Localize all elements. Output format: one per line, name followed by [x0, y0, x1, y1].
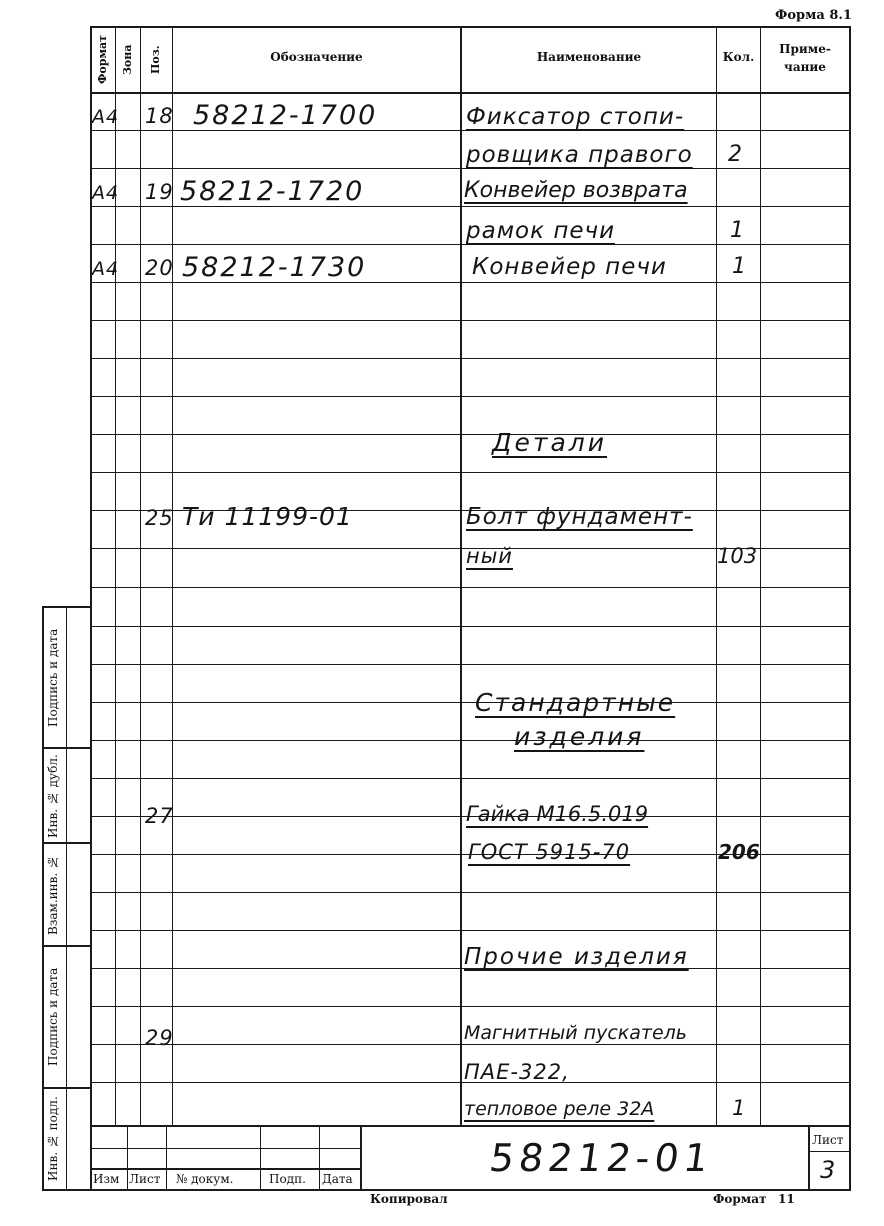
- frame-bottom: [42, 1189, 851, 1191]
- form-label: Форма 8.1: [775, 8, 852, 23]
- stamp-inv-podl: Инв. № подл.: [46, 1096, 60, 1182]
- row-line: [90, 930, 850, 931]
- stamp-podp-data-1: Подпись и дата: [46, 628, 60, 728]
- section-standard-2: изделия: [514, 722, 645, 751]
- row-line: [90, 434, 850, 435]
- row5-format: А4: [92, 258, 120, 280]
- side-stamp-div-4: [42, 1087, 91, 1089]
- row-line: [90, 587, 850, 588]
- row25-designation: Ти 11199-01: [182, 502, 353, 531]
- row-line: [90, 396, 850, 397]
- title-col-3: [260, 1125, 261, 1189]
- row-line: [90, 1044, 850, 1045]
- side-stamp-top: [42, 606, 91, 608]
- side-stamp-div-2: [42, 842, 91, 844]
- row-line: [90, 244, 850, 245]
- header-name: Наименование: [536, 50, 642, 64]
- row25-pos: 25: [145, 506, 174, 530]
- header-pos: Поз.: [149, 45, 162, 74]
- row1-designation: 58212-1700: [193, 100, 378, 131]
- row-line: [90, 358, 850, 359]
- sheet-number: 3: [820, 1156, 837, 1184]
- row-line: [90, 778, 850, 779]
- tb-sheet-label: Лист: [812, 1133, 844, 1147]
- side-stamp-inner: [66, 606, 67, 1190]
- title-sheet-divider: [808, 1151, 850, 1152]
- col-divider-qty: [760, 26, 761, 1126]
- section-details: Детали: [492, 428, 608, 457]
- row-line: [90, 320, 850, 321]
- row26-qty: 103: [717, 544, 758, 568]
- row27-pos: 27: [145, 804, 174, 828]
- document-number: 58212-01: [486, 1136, 717, 1180]
- row31-qty: 1: [732, 1096, 747, 1120]
- row31-name: тепловое реле 32А: [464, 1098, 655, 1120]
- frame-top: [90, 26, 850, 28]
- row-line: [90, 664, 850, 665]
- frame-right: [849, 26, 851, 1190]
- row5-qty: 1: [732, 254, 747, 279]
- side-stamp-div-1: [42, 747, 91, 749]
- title-col-5: [360, 1125, 362, 1189]
- tb-doc-no: № докум.: [176, 1172, 234, 1186]
- title-col-1: [127, 1125, 128, 1189]
- row4-qty: 1: [730, 218, 745, 243]
- row1-name: Фиксатор стопи-: [466, 104, 685, 130]
- row29-name: Магнитный пускатель: [464, 1022, 687, 1044]
- stamp-vzam-inv: Взам.инв. №: [46, 854, 60, 936]
- row1-pos: 18: [145, 104, 174, 128]
- col-divider-designation: [460, 26, 462, 1126]
- row-line: [90, 1006, 850, 1007]
- header-note-1: Приме-: [779, 42, 831, 56]
- row5-name: Конвейер печи: [472, 254, 667, 280]
- title-col-2: [166, 1125, 167, 1189]
- footer-copied: Копировал: [370, 1192, 448, 1206]
- row28-name: ГОСТ 5915-70: [468, 840, 631, 864]
- title-block-top: [90, 1125, 850, 1127]
- row-line: [90, 740, 850, 741]
- side-stamp-left: [42, 606, 44, 1190]
- header-note-2: чание: [784, 60, 826, 74]
- side-stamp-div-3: [42, 945, 91, 947]
- row4-name: рамок печи: [466, 218, 616, 244]
- row-line: [90, 472, 850, 473]
- col-divider-name: [716, 26, 717, 1126]
- row30-name: ПАЕ-322,: [464, 1060, 570, 1084]
- row26-name: ный: [466, 544, 513, 568]
- footer-format-label: Формат: [713, 1192, 767, 1206]
- row5-designation: 58212-1730: [182, 252, 367, 283]
- stamp-inv-dubl: Инв. № дубл.: [46, 754, 60, 838]
- tb-podp: Подп.: [269, 1172, 306, 1186]
- row2-qty: 2: [728, 142, 743, 167]
- row3-format: А4: [92, 182, 120, 204]
- row25-name: Болт фундамент-: [466, 504, 693, 530]
- row28-qty: 206: [718, 840, 760, 864]
- header-designation: Обозначение: [270, 50, 363, 64]
- row-line: [90, 626, 850, 627]
- row3-name: Конвейер возврата: [464, 178, 688, 203]
- section-other: Прочие изделия: [464, 944, 689, 970]
- row3-designation: 58212-1720: [180, 176, 365, 207]
- row5-pos: 20: [145, 256, 174, 280]
- row2-name: ровщика правого: [466, 142, 693, 168]
- row29-pos: 29: [145, 1026, 174, 1050]
- row-line: [90, 702, 850, 703]
- row3-pos: 19: [145, 180, 174, 204]
- row-line: [90, 892, 850, 893]
- row1-format: А4: [92, 106, 120, 128]
- header-qty: Кол.: [722, 50, 755, 64]
- header-format: Формат: [96, 35, 109, 84]
- title-col-4: [319, 1125, 320, 1189]
- footer-format-value: 11: [778, 1192, 795, 1206]
- tb-izm: Изм: [93, 1172, 120, 1186]
- title-col-6: [808, 1125, 810, 1189]
- tb-list: Лист: [129, 1172, 161, 1186]
- header-zone: Зона: [121, 44, 134, 75]
- row27-name: Гайка М16.5.019: [466, 802, 649, 826]
- section-standard-1: Стандартные: [475, 688, 676, 717]
- header-bottom: [90, 92, 850, 94]
- stamp-podp-data-2: Подпись и дата: [46, 967, 60, 1067]
- tb-data: Дата: [322, 1172, 353, 1186]
- col-divider-zone: [140, 26, 141, 1126]
- row-line: [90, 168, 850, 169]
